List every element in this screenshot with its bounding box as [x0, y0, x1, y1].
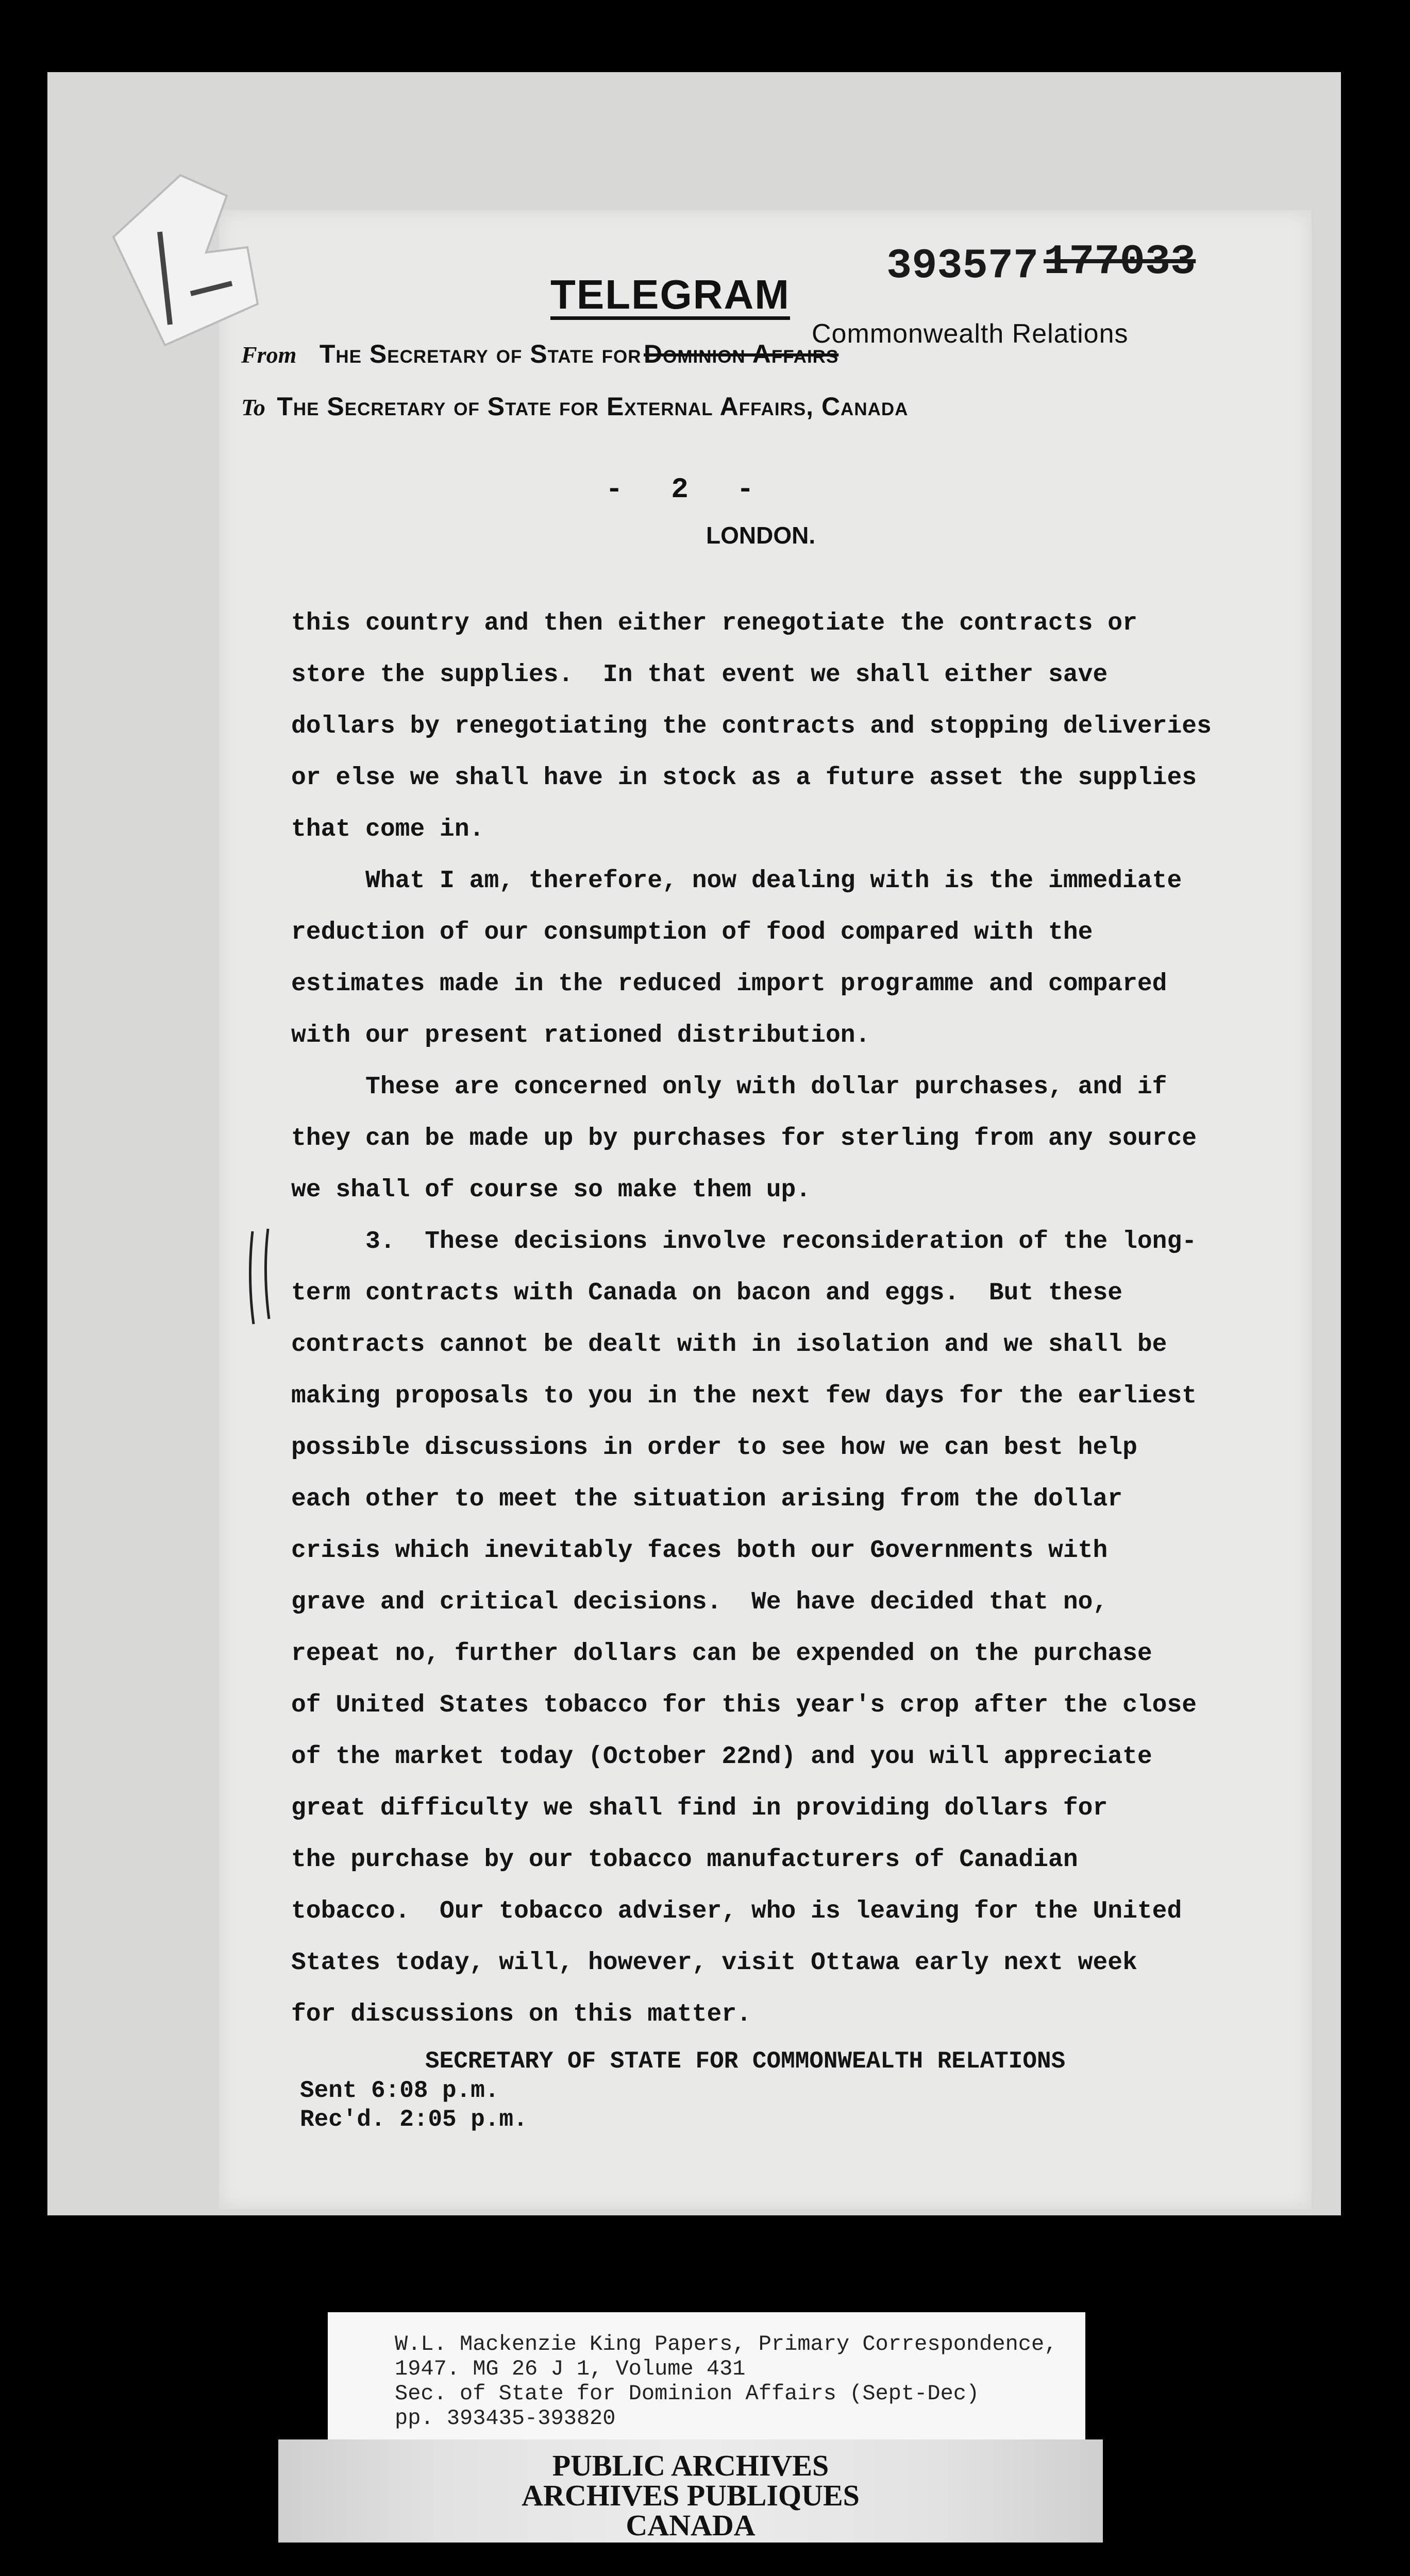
telegram-title: TELEGRAM: [550, 273, 790, 320]
body-line: that come in.: [291, 816, 484, 843]
body-line: repeat no, further dollars can be expended on the purchase: [291, 1640, 1152, 1668]
to-label: To: [241, 394, 265, 420]
from-text: The Secretary of State for: [319, 340, 642, 368]
from-line: [241, 339, 838, 369]
department-correction: Commonwealth Relations: [812, 319, 1129, 349]
body-line: These are concerned only with dollar purchases, and if: [291, 1073, 1167, 1101]
from-label: From: [241, 342, 297, 368]
received-time: Rec'd. 2:05 p.m.: [300, 2106, 528, 2133]
caption-line: pp. 393435-393820: [395, 2406, 616, 2431]
body-line: store the supplies. In that event we shall either save: [291, 661, 1108, 689]
caption-line: W.L. Mackenzie King Papers, Primary Correspondence,: [395, 2332, 1058, 2357]
caption-line: 1947. MG 26 J 1, Volume 431: [395, 2357, 746, 2381]
body-line: possible discussions in order to see how we can best help: [291, 1434, 1137, 1462]
body-line: of the market today (October 22nd) and you will appreciate: [291, 1743, 1152, 1771]
archive-caption-card: [328, 2312, 1085, 2441]
archive-line: CANADA: [626, 2509, 756, 2542]
body-line: grave and critical decisions. We have decided that no,: [291, 1588, 1108, 1616]
torn-corner-mark: [103, 170, 289, 355]
body-line: making proposals to you in the next few days for the earliest: [291, 1382, 1197, 1410]
place-line: LONDON.: [706, 522, 816, 549]
body-line: What I am, therefore, now dealing with is the immediate: [291, 867, 1182, 895]
page-number: - 2 -: [606, 473, 770, 506]
body-line: dollars by renegotiating the contracts and stopping deliveries: [291, 713, 1212, 740]
body-line: of United States tobacco for this year's crop after the close: [291, 1691, 1197, 1719]
from-department-struck: Dominion Affairs: [644, 340, 839, 368]
body-line: this country and then either renegotiate the contracts or: [291, 609, 1137, 637]
document-number: 393577: [886, 242, 1039, 290]
body-line: each other to meet the situation arising from the dollar: [291, 1485, 1123, 1513]
body-line: the purchase by our tobacco manufacturers of Canadian: [291, 1846, 1078, 1874]
body-line: or else we shall have in stock as a future asset the supplies: [291, 764, 1197, 792]
body-line: great difficulty we shall find in providing dollars for: [291, 1794, 1108, 1822]
body-line: for discussions on this matter.: [291, 2001, 751, 2028]
caption-line: Sec. of State for Dominion Affairs (Sept-Dec): [395, 2381, 980, 2406]
caption-text: [395, 2332, 1057, 2431]
archive-line: ARCHIVES PUBLIQUES: [522, 2479, 860, 2512]
telegram-body: [291, 598, 1270, 2040]
body-line: estimates made in the reduced import programme and compared: [291, 970, 1167, 998]
body-line: with our present rationed distribution.: [291, 1022, 870, 1049]
body-line: contracts cannot be dealt with in isolation and we shall be: [291, 1331, 1167, 1359]
body-line: States today, will, however, visit Ottawa early next week: [291, 1949, 1137, 1977]
body-line: they can be made up by purchases for sterling from any source: [291, 1125, 1197, 1153]
body-line: term contracts with Canada on bacon and eggs. But these: [291, 1279, 1123, 1307]
archive-line: PUBLIC ARCHIVES: [552, 2449, 829, 2482]
transmission-times: [300, 2076, 528, 2134]
to-line: [241, 392, 908, 421]
body-line: 3. These decisions involve reconsideration of the long-: [291, 1228, 1197, 1256]
sent-time: Sent 6:08 p.m.: [300, 2077, 499, 2104]
archive-label: [278, 2451, 1103, 2540]
to-text: The Secretary of State for External Affairs, Canada: [277, 392, 909, 421]
body-line: we shall of course so make them up.: [291, 1176, 811, 1204]
old-document-number: 177033: [1044, 238, 1196, 286]
body-line: tobacco. Our tobacco adviser, who is leaving for the United: [291, 1897, 1182, 1925]
body-line: reduction of our consumption of food compared with the: [291, 919, 1093, 946]
archive-label-card: [278, 2439, 1103, 2543]
signature-line: SECRETARY OF STATE FOR COMMONWEALTH RELATIONS: [425, 2048, 1066, 2075]
body-line: crisis which inevitably faces both our Governments with: [291, 1537, 1108, 1565]
margin-pen-mark: [242, 1226, 283, 1329]
